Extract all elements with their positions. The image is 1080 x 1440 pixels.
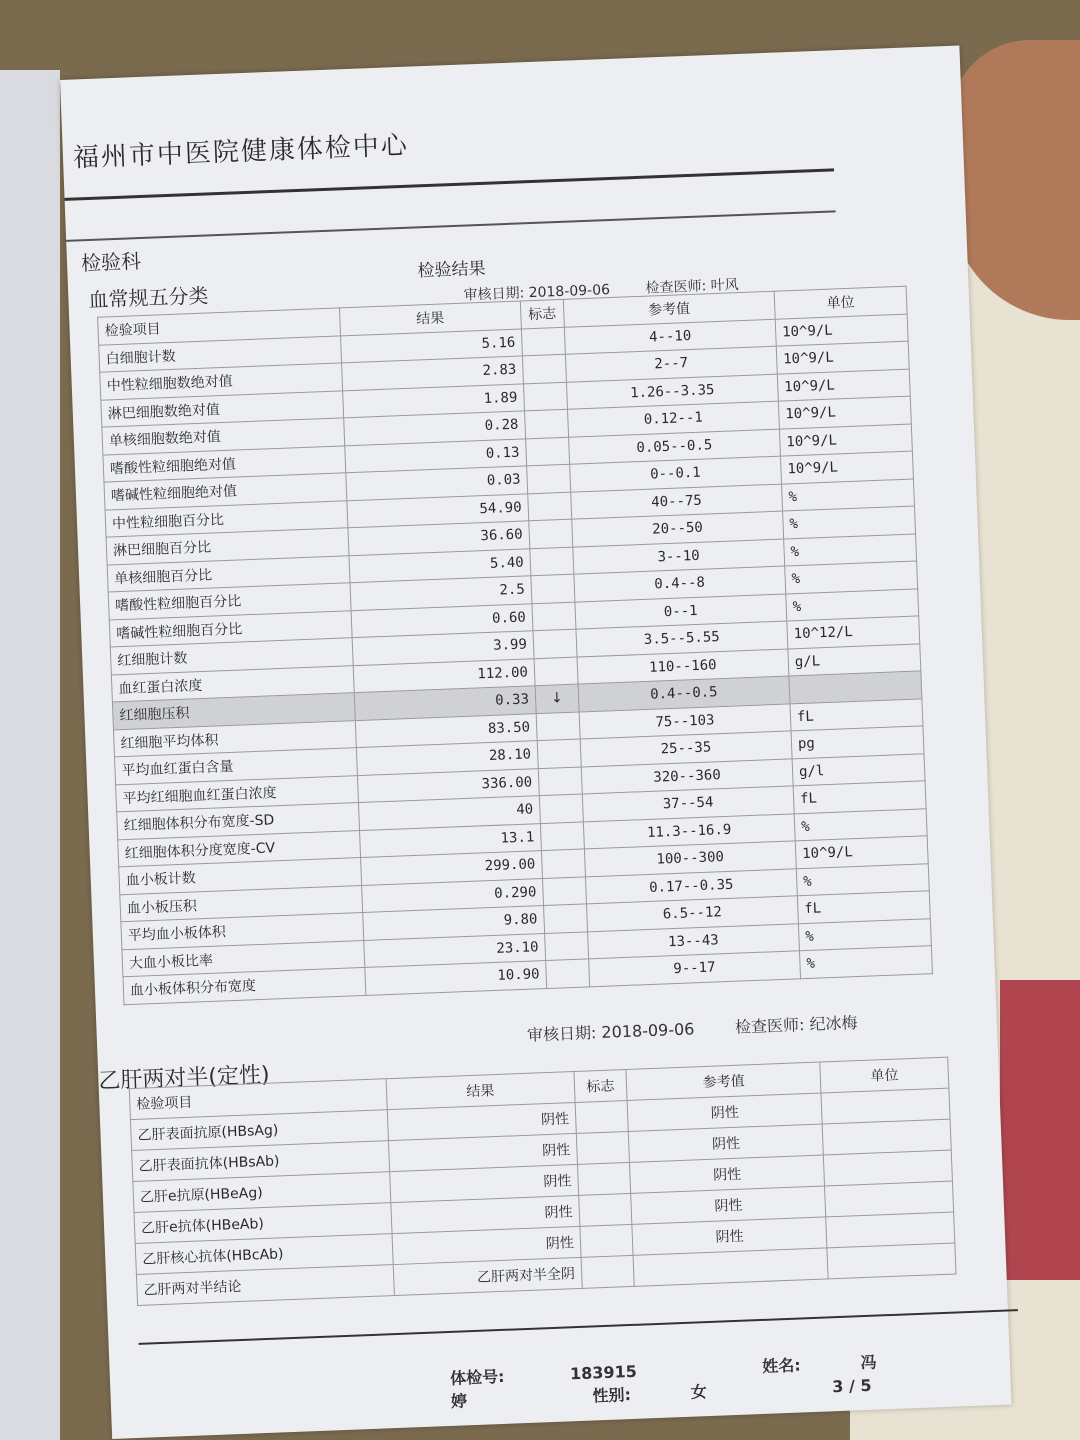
cell-ref: 阴性: [631, 1186, 826, 1224]
cell-name: 单核细胞百分比: [107, 555, 350, 592]
cell-ref: 0.05--0.5: [568, 429, 780, 465]
cell-result: 5.16: [340, 328, 522, 362]
cell-unit: 10^9/L: [779, 424, 912, 457]
cell-flag: [544, 931, 588, 960]
cell-unit: %: [783, 506, 916, 539]
cell-result: 0.60: [351, 603, 533, 637]
cell-result: 0.13: [345, 438, 527, 472]
cell-flag: [540, 821, 584, 850]
cell-name: 乙肝e抗原(HBeAg): [133, 1172, 391, 1213]
cell-result: 0.03: [346, 466, 528, 500]
cell-flag: ↓: [535, 684, 579, 713]
cell-result: 0.33: [354, 686, 536, 720]
cell-unit: [827, 1243, 956, 1279]
cell-result: 3.99: [352, 631, 534, 665]
cell-result: 54.90: [347, 493, 529, 527]
cell-name: 血红蛋白浓度: [111, 665, 354, 702]
cell-flag: [541, 849, 585, 878]
cell-flag: [531, 574, 575, 603]
cell-ref: 0.4--0.5: [578, 676, 790, 712]
cell-flag: [536, 712, 580, 741]
cell-unit: %: [799, 946, 932, 979]
cell-unit: pg: [791, 726, 924, 759]
report-footer: [450, 1344, 1011, 1411]
cell-name: 嗜酸性粒细胞百分比: [108, 583, 351, 620]
exam-number: 体检号: 183915: [449, 1361, 638, 1388]
cell-ref: 0.12--1: [567, 401, 779, 437]
department-label: 检验科: [80, 249, 142, 276]
section-title-hbv: 乙肝两对半(定性): [98, 1062, 271, 1095]
cell-ref: 100--300: [584, 841, 796, 877]
cell-unit: 10^12/L: [787, 616, 920, 649]
patient-name: 姓名: 冯婷: [450, 1352, 877, 1411]
cell-unit: g/L: [788, 643, 921, 676]
report-title: 检验结果: [417, 258, 486, 282]
patient-sex: 性别: 女: [592, 1382, 708, 1406]
cell-flag: [575, 1100, 628, 1133]
cell-flag: [576, 1131, 629, 1164]
cell-unit: [822, 1119, 951, 1155]
cell-name: 淋巴细胞百分比: [106, 528, 349, 565]
cell-name: 大血小板比率: [122, 940, 365, 977]
col-header-name: 检验项目: [98, 308, 341, 345]
cell-unit: %: [796, 863, 929, 896]
cell-result: 112.00: [353, 658, 535, 692]
cell-ref: 0--0.1: [569, 456, 781, 492]
cell-result: 13.1: [359, 823, 541, 857]
cell-unit: %: [781, 479, 914, 512]
cell-ref: 20--50: [572, 511, 784, 547]
cell-unit: [821, 1088, 950, 1124]
cell-flag: [537, 739, 581, 768]
cell-unit: [825, 1181, 954, 1217]
cell-flag: [543, 904, 587, 933]
cell-unit: 10^9/L: [780, 451, 913, 484]
cell-result: 36.60: [348, 521, 530, 555]
cell-name: 平均血红蛋白含量: [115, 748, 358, 785]
cell-ref: 25--35: [580, 731, 792, 767]
cell-unit: %: [785, 561, 918, 594]
cell-name: 血小板压积: [120, 885, 363, 922]
cell-unit: 10^9/L: [777, 369, 910, 402]
cell-result: 阴性: [389, 1164, 578, 1202]
cell-unit: [826, 1212, 955, 1248]
cell-unit: %: [798, 918, 931, 951]
cell-ref: 阴性: [628, 1124, 823, 1162]
cell-unit: %: [784, 533, 917, 566]
cell-name: 红细胞压积: [112, 693, 355, 730]
cell-result: 23.10: [364, 933, 546, 967]
cell-flag: [578, 1193, 631, 1226]
cell-ref: 1.26--3.35: [566, 374, 778, 410]
cell-ref: 4--10: [564, 319, 776, 355]
review-meta-hbv: 审核日期: 2018-09-06 检查医师: 纪冰梅: [526, 1013, 858, 1045]
cell-unit: 10^9/L: [795, 836, 928, 869]
col-header-unit: 单位: [820, 1057, 949, 1093]
cell-ref: 110--160: [577, 648, 789, 684]
cell-result: 2.83: [341, 356, 523, 390]
cell-unit: fL: [793, 781, 926, 814]
cell-result: 83.50: [355, 713, 537, 747]
cell-name: 嗜碱性粒细胞百分比: [109, 610, 352, 647]
cell-name: 血小板体积分布宽度: [123, 967, 366, 1004]
cell-ref: 0.17--0.35: [585, 868, 797, 904]
cell-ref: 阴性: [627, 1093, 822, 1131]
background-red-cloth: [1000, 980, 1080, 1280]
cell-name: 红细胞计数: [110, 638, 353, 675]
cell-ref: 2--7: [565, 346, 777, 382]
report-sheet: [60, 45, 1012, 1439]
cell-name: 中性粒细胞数绝对值: [100, 363, 343, 400]
cell-flag: [581, 1255, 634, 1288]
cell-name: 乙肝两对半结论: [136, 1265, 394, 1306]
cell-name: 平均红细胞血红蛋白浓度: [116, 775, 359, 812]
cell-result: 乙肝两对半全阴: [393, 1257, 582, 1295]
col-header-flag: 标志: [574, 1070, 627, 1103]
cell-name: 中性粒细胞百分比: [105, 500, 348, 537]
cell-name: 乙肝核心抗体(HBcAb): [135, 1234, 393, 1275]
cell-result: 336.00: [357, 768, 539, 802]
col-header-result: 结果: [339, 301, 521, 335]
cell-flag: [530, 547, 574, 576]
cell-result: 2.5: [350, 576, 532, 610]
cell-result: 阴性: [392, 1226, 581, 1264]
cell-flag: [533, 629, 577, 658]
cell-flag: [577, 1162, 630, 1195]
cell-result: 1.89: [342, 383, 524, 417]
cell-ref: 0--1: [575, 594, 787, 630]
cell-result: 阴性: [387, 1102, 576, 1140]
cell-flag: [546, 959, 590, 988]
cbc-table: [97, 286, 933, 1005]
header-rule-secondary: [66, 210, 836, 242]
cell-name: 白细胞计数: [99, 335, 342, 372]
cell-result: 0.290: [361, 878, 543, 912]
cell-name: 平均血小板体积: [121, 913, 364, 950]
cell-flag: [521, 327, 565, 356]
cell-name: 乙肝e抗体(HBeAb): [134, 1203, 392, 1244]
cell-unit: %: [786, 588, 919, 621]
cell-unit: [824, 1150, 953, 1186]
cell-name: 红细胞平均体积: [113, 720, 356, 757]
cell-name: 红细胞体积分度宽度-CV: [118, 830, 361, 867]
cell-ref: 阴性: [632, 1217, 827, 1255]
section-title-cbc: 血常规五分类: [88, 283, 209, 313]
cell-result: 299.00: [360, 851, 542, 885]
cell-ref: 阴性: [630, 1155, 825, 1193]
hospital-name: 福州市中医院健康体检中心: [72, 130, 410, 174]
cell-ref: 37--54: [582, 786, 794, 822]
cell-flag: [534, 657, 578, 686]
hbv-table: [129, 1057, 957, 1306]
cell-result: 5.40: [349, 548, 531, 582]
cell-ref: 11.3--16.9: [583, 813, 795, 849]
cell-ref: [633, 1248, 828, 1286]
page-number: 3 / 5: [831, 1375, 872, 1397]
cell-flag: [525, 437, 569, 466]
cell-result: 阴性: [390, 1195, 579, 1233]
cell-flag: [528, 492, 572, 521]
cell-name: 乙肝表面抗体(HBsAb): [132, 1141, 390, 1182]
cell-ref: 40--75: [570, 484, 782, 520]
col-header-unit: 单位: [774, 286, 907, 319]
cell-name: 乙肝表面抗原(HBsAg): [130, 1110, 388, 1151]
cell-name: 血小板计数: [119, 858, 362, 895]
background-book-page: [0, 70, 60, 1440]
cell-name: 嗜酸性粒细胞绝对值: [103, 445, 346, 482]
cell-unit: 10^9/L: [775, 314, 908, 347]
cell-unit: g/l: [792, 753, 925, 786]
cell-flag: [539, 794, 583, 823]
cell-ref: 13--43: [587, 923, 799, 959]
cell-unit: 10^9/L: [778, 396, 911, 429]
cell-ref: 3--10: [573, 539, 785, 575]
cell-unit: 10^9/L: [776, 341, 909, 374]
cell-flag: [527, 464, 571, 493]
review-meta-cbc: 审核日期: 2018-09-06 检查医师: 叶风: [463, 277, 740, 304]
cell-flag: [580, 1224, 633, 1257]
cell-flag: [529, 519, 573, 548]
footer-rule: [139, 1309, 1018, 1345]
cell-flag: [524, 409, 568, 438]
col-header-result: 结果: [386, 1072, 575, 1110]
cell-ref: 0.4--8: [574, 566, 786, 602]
cell-ref: 9--17: [588, 951, 800, 987]
cell-result: 28.10: [356, 741, 538, 775]
cell-ref: 75--103: [579, 703, 791, 739]
cell-name: 淋巴细胞数绝对值: [101, 390, 344, 427]
cell-ref: 3.5--5.55: [576, 621, 788, 657]
cell-result: 0.28: [343, 411, 525, 445]
cell-flag: [538, 767, 582, 796]
cell-unit: %: [794, 808, 927, 841]
cell-flag: [542, 876, 586, 905]
col-header-flag: 标志: [520, 299, 564, 328]
cell-name: 单核细胞数绝对值: [102, 418, 345, 455]
cell-flag: [523, 382, 567, 411]
cell-result: 10.90: [365, 961, 547, 995]
cell-unit: fL: [790, 698, 923, 731]
cell-name: 嗜碱性粒细胞绝对值: [104, 473, 347, 510]
cell-flag: [522, 354, 566, 383]
col-header-ref: 参考值: [626, 1062, 821, 1100]
header-rule: [65, 168, 835, 201]
col-header-ref: 参考值: [563, 291, 775, 327]
col-header-name: 检验项目: [129, 1079, 387, 1120]
cell-unit: fL: [797, 891, 930, 924]
cell-result: 9.80: [362, 906, 544, 940]
cell-result: 阴性: [388, 1133, 577, 1171]
cell-ref: 320--360: [581, 758, 793, 794]
cell-ref: 6.5--12: [586, 896, 798, 932]
cell-result: 40: [358, 796, 540, 830]
cell-flag: [532, 602, 576, 631]
cell-name: 红细胞体积分布宽度-SD: [117, 803, 360, 840]
